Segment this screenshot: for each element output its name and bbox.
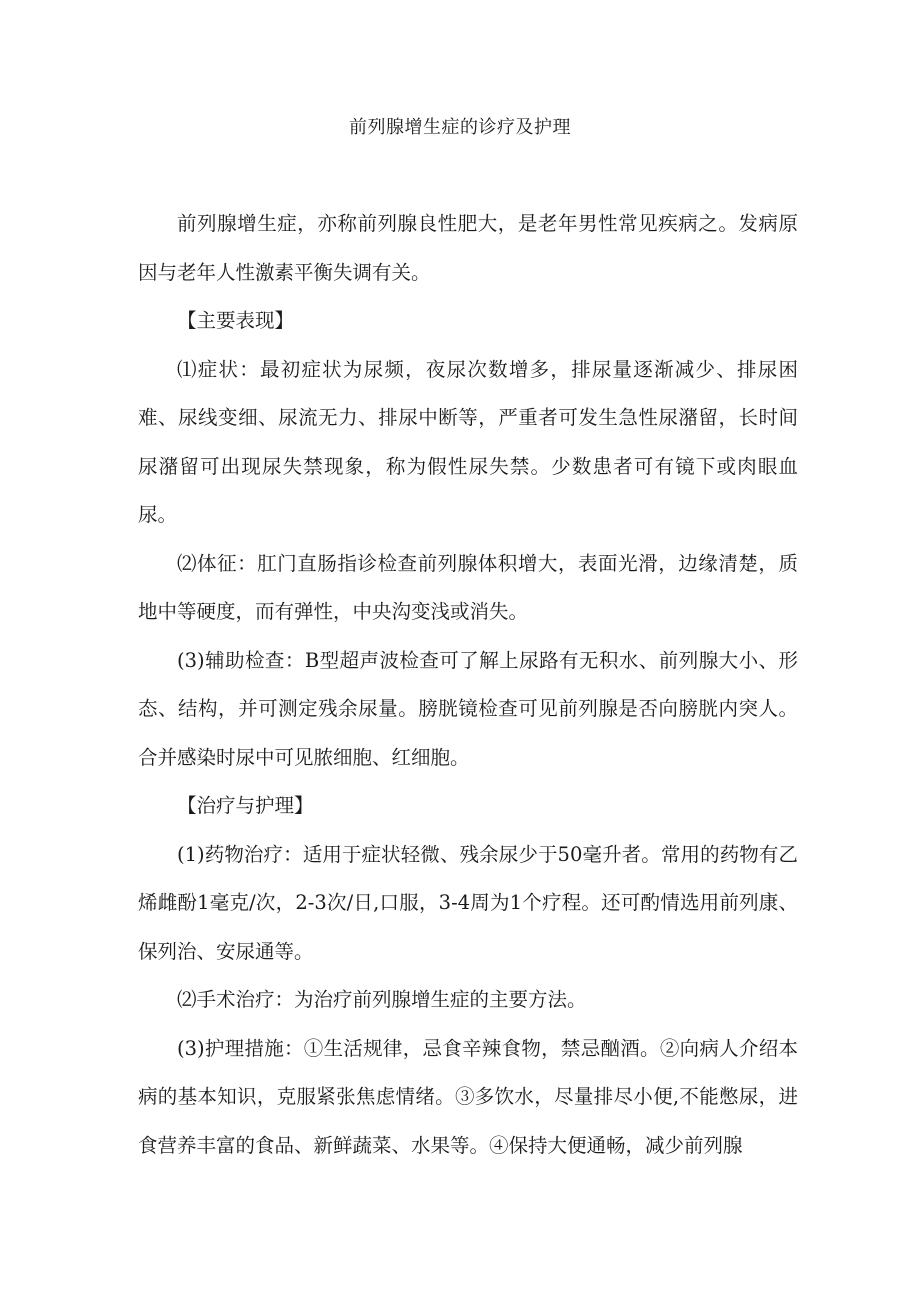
symptoms-paragraph: ⑴症状：最初症状为尿频，夜尿次数增多，排尿量逐渐减少、排尿困难、尿线变细、尿流无力、排尿中断等，严重者可发生急性尿潴留，长时间尿潴留可出现尿失禁现象，称为假性尿失禁。少数患者可有镜下或肉眼血尿。 [138,357,798,526]
surgery-paragraph: ⑵手术治疗：为治疗前列腺增生症的主要方法。 [177,988,587,1011]
document-title: 前列腺增生症的诊疗及护理 [349,117,571,138]
treatment-nursing-heading: 【治疗与护理】 [177,794,314,817]
nursing-measures-paragraph: (3)护理措施：①生活规律，忌食辛辣食物，禁忌酗酒。②向病人介绍本病的基本知识，克服紧张焦虑情绪。③多饮水，尽量排尽小便,不能憋尿，进食营养丰富的食品、新鲜蔬菜、水果等。④保持大便通畅，减少前列腺 [138,1036,798,1157]
document-body [138,200,798,1170]
drug-therapy-paragraph: (1)药物治疗：适用于症状轻微、残余尿少于50毫升者。常用的药物有乙烯雌酚1毫克/次，2-3次/日,口服，3-4周为1个疗程。还可酌情选用前列康、保列治、安尿通等。 [138,842,798,963]
main-symptoms-heading: 【主要表现】 [177,309,295,332]
signs-paragraph: ⑵体征：肛门直肠指诊检查前列腺体积增大，表面光滑，边缘清楚，质地中等硬度，而有弹性，中央沟变浅或消失。 [138,551,798,623]
intro-paragraph: 前列腺增生症，亦称前列腺良性肥大，是老年男性常见疾病之。发病原因与老年人性激素平衡失调有关。 [138,212,798,284]
auxiliary-exam-paragraph: (3)辅助检查：B型超声波检查可了解上尿路有无积水、前列腺大小、形态、结构，并可测定残余尿量。膀胱镜检查可见前列腺是否向膀胱内突人。合并感染时尿中可见脓细胞、红细胞。 [138,648,798,769]
